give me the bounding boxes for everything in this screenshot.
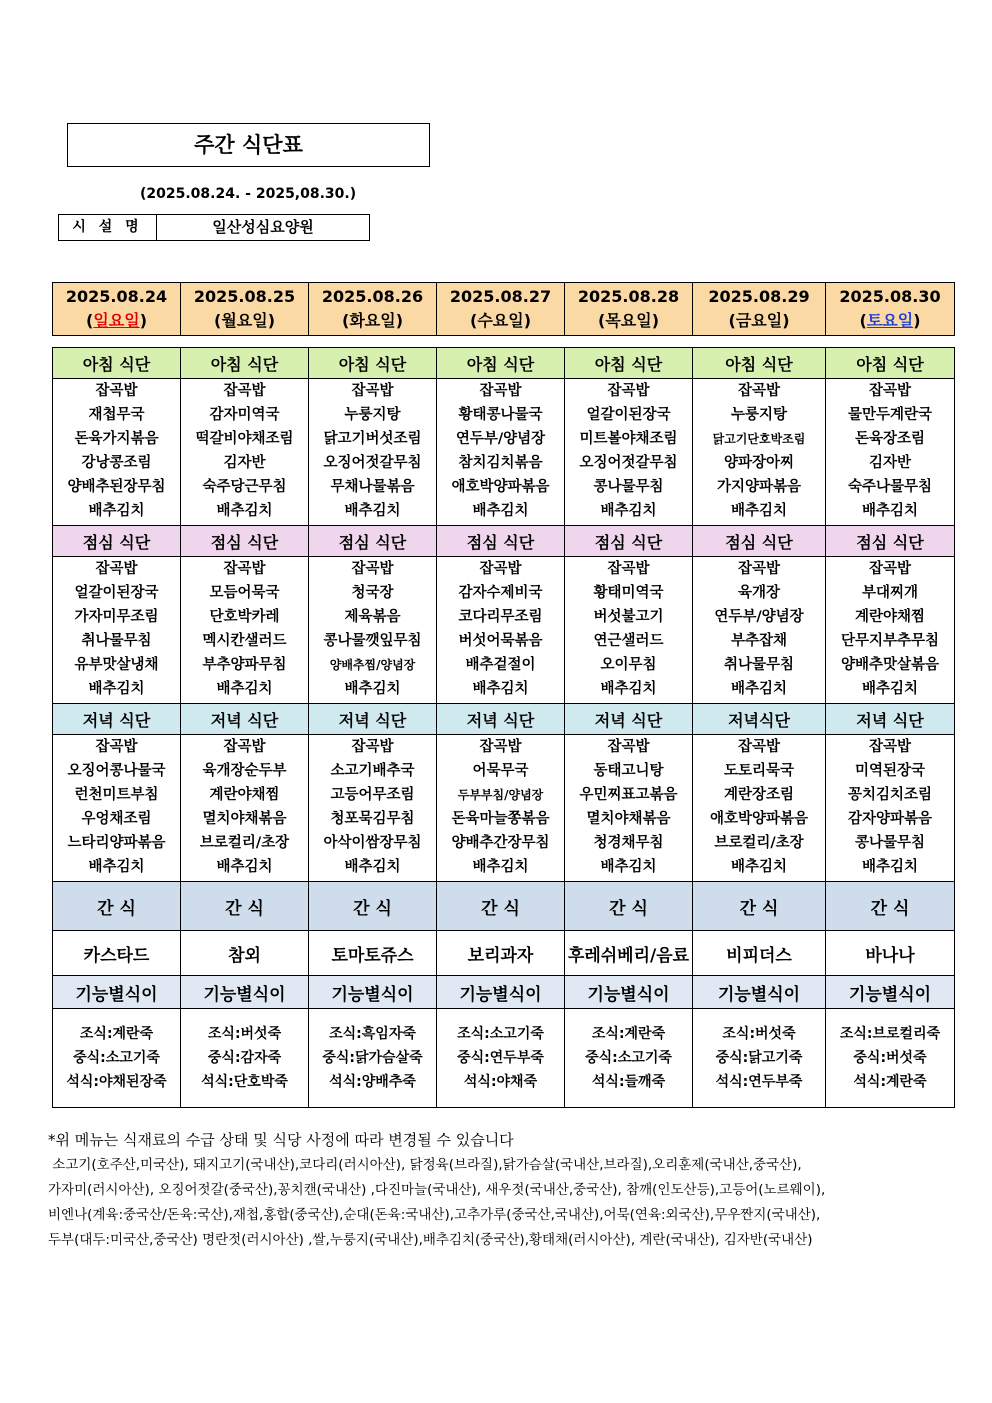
menu-item: 두부부침/양념장 (457, 788, 544, 802)
menu-item: 잡곡밥 (223, 383, 266, 399)
functional-cell (181, 1009, 309, 1108)
facility-box (58, 214, 370, 241)
menu-item: 배추김치 (730, 503, 788, 519)
menu-item: 오이무침 (600, 657, 657, 673)
menu-item: 콩나물깻잎무침 (323, 633, 422, 649)
menu-item: 배추김치 (88, 859, 145, 875)
menu-item: 배추김치 (344, 681, 401, 697)
menu-item: 잡곡밥 (737, 739, 781, 755)
date-text: 2025.08.30 (839, 287, 941, 306)
menu-item: 얼갈이된장국 (586, 407, 671, 423)
functional-item: 석식:야채죽 (463, 1074, 538, 1090)
weekday: (수요일) (470, 311, 531, 330)
snack-item: 후레쉬베리/음료 (565, 931, 693, 976)
breakfast-menu-cell (309, 379, 437, 526)
lunch-header: 점심 식단 (693, 526, 826, 557)
date-cell (437, 283, 565, 336)
menu-item: 단호박카레 (209, 609, 280, 625)
menu-item: 양배추맛살볶음 (840, 657, 940, 673)
snack-header: 간 식 (437, 882, 565, 931)
menu-item: 숙주당근무침 (202, 479, 287, 495)
lunch-menu-cell (693, 557, 826, 704)
dinner-header: 저녁 식단 (565, 704, 693, 735)
breakfast-menu-cell (53, 379, 181, 526)
functional-cell (437, 1009, 565, 1108)
functional-item: 중식:소고기죽 (585, 1050, 672, 1066)
menu-item: 돈육가지볶음 (74, 431, 159, 447)
snack-header: 간 식 (826, 882, 955, 931)
menu-item: 잡곡밥 (607, 739, 650, 755)
menu-item: 김자반 (223, 455, 266, 471)
menu-item: 브로컬리/초장 (199, 835, 290, 851)
date-table (52, 282, 955, 336)
menu-item: 오징어젓갈무침 (579, 455, 678, 471)
date-cell (826, 283, 955, 336)
menu-item: 잡곡밥 (351, 739, 394, 755)
menu-item: 잡곡밥 (607, 383, 650, 399)
menu-item: 강낭콩조림 (81, 455, 152, 471)
menu-item: 청경채무침 (593, 835, 664, 851)
menu-item: 배추김치 (730, 859, 788, 875)
facility-label: 시 설 명 (59, 215, 157, 240)
menu-item: 배추김치 (861, 859, 919, 875)
menu-item: 물만두계란국 (847, 407, 933, 423)
snack-header: 간 식 (181, 882, 309, 931)
period: (2025.08.24. - 2025,08.30.) (140, 186, 357, 202)
origin-line: 가자미(러시아산), 오징어젓갈(중국산),꽁치캔(국내산) ,다진마늘(국내산), 새우젓(국내산,중국산), 참깨(인도산등),고등어(노르웨이), (48, 1182, 826, 1198)
menu-item: 배추김치 (472, 859, 529, 875)
menu-item: 참치김치볶음 (458, 455, 543, 471)
lunch-header: 점심 식단 (309, 526, 437, 557)
menu-item: 꽁치김치조림 (847, 787, 933, 803)
dinner-header: 저녁 식단 (309, 704, 437, 735)
functional-item: 조식:버섯죽 (722, 1026, 796, 1042)
lunch-menu-cell (826, 557, 955, 704)
menu-item: 멸치야채볶음 (586, 811, 671, 827)
menu-item: 애호박양파볶음 (709, 811, 809, 827)
menu-item: 가자미무조림 (74, 609, 159, 625)
dinner-menu-cell (826, 735, 955, 882)
snack-item: 참외 (181, 931, 309, 976)
weekday-text: 수요일 (477, 311, 524, 330)
menu-item: 오징어젓갈무침 (323, 455, 422, 471)
breakfast-menu-cell (826, 379, 955, 526)
snack-header: 간 식 (309, 882, 437, 931)
menu-item: 배추김치 (344, 503, 401, 519)
menu-item: 잡곡밥 (351, 561, 394, 577)
menu-item: 얼갈이된장국 (74, 585, 159, 601)
menu-item: 무채나물볶음 (330, 479, 415, 495)
notes (48, 1128, 948, 1253)
menu-item: 콩나물무침 (854, 835, 926, 851)
menu-item: 배추김치 (216, 503, 273, 519)
menu-item: 버섯어묵볶음 (458, 633, 543, 649)
breakfast-header: 아침 식단 (826, 348, 955, 379)
lunch-header: 점심 식단 (437, 526, 565, 557)
date-cell (693, 283, 826, 336)
lunch-menu-cell (181, 557, 309, 704)
menu-item: 미역된장국 (854, 763, 926, 779)
menu-item: 계란야채찜 (854, 609, 926, 625)
menu-item: 오징어콩나물국 (67, 763, 166, 779)
dinner-menu-cell (53, 735, 181, 882)
functional-item: 중식:닭가슴살죽 (322, 1050, 423, 1066)
menu-item: 도토리묵국 (723, 763, 795, 779)
meal-table (52, 347, 955, 1108)
date-text: 2025.08.26 (321, 287, 424, 306)
date-text: 2025.08.24 (65, 287, 168, 306)
breakfast-menu-cell (181, 379, 309, 526)
menu-item: 감자미역국 (209, 407, 280, 423)
menu-item: 동태고니탕 (593, 763, 664, 779)
menu-item: 재첩무국 (88, 407, 145, 423)
menu-item: 배추김치 (861, 681, 919, 697)
menu-item: 부대찌개 (861, 585, 919, 601)
lunch-menu-cell (53, 557, 181, 704)
menu-item: 잡곡밥 (868, 739, 912, 755)
menu-item: 청국장 (351, 585, 394, 601)
breakfast-menu-cell (437, 379, 565, 526)
breakfast-menu-cell (565, 379, 693, 526)
breakfast-header: 아침 식단 (53, 348, 181, 379)
lunch-header: 점심 식단 (826, 526, 955, 557)
breakfast-header: 아침 식단 (437, 348, 565, 379)
menu-item: 계란장조림 (723, 787, 795, 803)
menu-item: 잡곡밥 (95, 561, 138, 577)
functional-item: 중식:닭고기죽 (715, 1050, 803, 1066)
dinner-header: 저녁 식단 (53, 704, 181, 735)
origin-line: 비엔나(계육:중국산/돈육:국산),재첩,홍합(중국산),순대(돈육:국내산),고추가루(중국산,국내산),어묵(연육:외국산),무우짠지(국내산), (48, 1207, 821, 1223)
menu-item: 배추김치 (600, 859, 657, 875)
snack-header: 간 식 (693, 882, 826, 931)
menu-item: 버섯불고기 (593, 609, 664, 625)
menu-item: 양배추된장무침 (67, 479, 166, 495)
menu-item: 잡곡밥 (223, 561, 266, 577)
snack-item: 보리과자 (437, 931, 565, 976)
functional-item: 중식:버섯죽 (853, 1050, 927, 1066)
menu-item: 양파장아찌 (723, 455, 795, 471)
functional-header: 기능별식이 (309, 976, 437, 1009)
menu-item: 배추김치 (861, 503, 919, 519)
date-cell (565, 283, 693, 336)
menu-item: 배추김치 (216, 859, 273, 875)
menu-item: 단무지부추무침 (840, 633, 940, 649)
dinner-header: 저녁식단 (693, 704, 826, 735)
functional-cell (565, 1009, 693, 1108)
menu-item: 잡곡밥 (868, 561, 912, 577)
menu-item: 닭고기버섯조림 (323, 431, 422, 447)
snack-item: 비피더스 (693, 931, 826, 976)
menu-item: 고등어무조림 (330, 787, 415, 803)
lunch-header: 점심 식단 (181, 526, 309, 557)
menu-item: 배추김치 (600, 503, 657, 519)
menu-item: 취나물무침 (723, 657, 795, 673)
origin-line: 두부(대두:미국산,중국산) 명란젓(러시아산) ,쌀,누룽지(국내산),배추김치(중국산),황태채(러시아산), 계란(국내산), 김자반(국내산) (48, 1232, 813, 1248)
menu-item: 어묵무국 (472, 763, 529, 779)
menu-item: 배추김치 (472, 681, 529, 697)
functional-header: 기능별식이 (565, 976, 693, 1009)
functional-header: 기능별식이 (181, 976, 309, 1009)
origin-line: 소고기(호주산,미국산), 돼지고기(국내산),코다리(러시아산), 닭정육(브라질),닭가슴살(국내산,브라질),오리훈제(국내산,중국산), (48, 1157, 802, 1173)
date-text: 2025.08.28 (577, 287, 680, 306)
functional-item: 석식:들깨죽 (591, 1074, 666, 1090)
menu-item: 느타리양파볶음 (67, 835, 166, 851)
date-text: 2025.08.25 (193, 287, 296, 306)
weekday: (일요일) (86, 311, 147, 330)
functional-item: 조식:버섯죽 (207, 1026, 282, 1042)
snack-item: 바나나 (826, 931, 955, 976)
menu-item: 부추양파무침 (202, 657, 287, 673)
weekday-text: 목요일 (605, 311, 652, 330)
menu-item: 유부맛살냉채 (74, 657, 159, 673)
lunch-header: 점심 식단 (565, 526, 693, 557)
facility-name: 일산성심요양원 (212, 218, 314, 236)
menu-item: 잡곡밥 (95, 739, 138, 755)
breakfast-menu-cell (693, 379, 826, 526)
functional-item: 석식:계란죽 (853, 1074, 927, 1090)
menu-item: 육개장순두부 (202, 763, 287, 779)
functional-item: 석식:야채된장죽 (66, 1074, 167, 1090)
menu-item: 우민찌표고볶음 (579, 787, 678, 803)
menu-item: 부추잡채 (730, 633, 788, 649)
menu-item: 돈육장조림 (854, 431, 926, 447)
menu-item: 배추김치 (88, 503, 145, 519)
breakfast-header: 아침 식단 (693, 348, 826, 379)
menu-item: 모듬어묵국 (209, 585, 280, 601)
functional-cell (693, 1009, 826, 1108)
menu-item: 배추김치 (344, 859, 401, 875)
menu-item: 누룽지탕 (730, 407, 788, 423)
menu-item: 김자반 (868, 455, 912, 471)
dinner-menu-cell (309, 735, 437, 882)
snack-header: 간 식 (565, 882, 693, 931)
menu-item: 감자양파볶음 (847, 811, 933, 827)
snack-item: 토마토쥬스 (309, 931, 437, 976)
dinner-menu-cell (565, 735, 693, 882)
menu-item: 계란야채찜 (209, 787, 280, 803)
menu-item: 런천미트부침 (74, 787, 159, 803)
lunch-menu-cell (565, 557, 693, 704)
weekday-text: 일요일 (93, 311, 140, 330)
functional-cell (826, 1009, 955, 1108)
menu-item: 배추김치 (216, 681, 273, 697)
date-text: 2025.08.29 (708, 287, 810, 306)
functional-item: 조식:브로컬리죽 (839, 1026, 941, 1042)
menu-item: 우엉채조림 (81, 811, 152, 827)
breakfast-header: 아침 식단 (309, 348, 437, 379)
menu-item: 청포묵김무침 (330, 811, 415, 827)
weekday-text: 월요일 (221, 311, 268, 330)
menu-item: 잡곡밥 (479, 739, 522, 755)
functional-item: 조식:흑임자죽 (329, 1026, 416, 1042)
functional-item: 석식:양배추죽 (329, 1074, 416, 1090)
date-cell (181, 283, 309, 336)
menu-item: 가지양파볶음 (716, 479, 802, 495)
menu-item: 취나물무침 (81, 633, 152, 649)
weekday: (화요일) (342, 311, 403, 330)
date-cell (309, 283, 437, 336)
menu-item: 소고기배추국 (330, 763, 415, 779)
menu-item: 미트볼야채조림 (579, 431, 678, 447)
menu-item: 멕시칸샐러드 (202, 633, 287, 649)
weekday-text: 금요일 (735, 311, 783, 330)
menu-item: 양배추간장무침 (451, 835, 550, 851)
lunch-menu-cell (437, 557, 565, 704)
dinner-menu-cell (181, 735, 309, 882)
menu-item: 멸치야채볶음 (202, 811, 287, 827)
weekday-text: 토요일 (866, 311, 914, 330)
dinner-header: 저녁 식단 (181, 704, 309, 735)
weekday: (금요일) (728, 311, 790, 330)
functional-item: 조식:계란죽 (591, 1026, 666, 1042)
menu-item: 배추김치 (730, 681, 788, 697)
functional-item: 중식:소고기죽 (73, 1050, 160, 1066)
functional-item: 조식:계란죽 (79, 1026, 154, 1042)
menu-item: 연근샐러드 (593, 633, 664, 649)
lunch-menu-cell (309, 557, 437, 704)
functional-item: 중식:감자죽 (207, 1050, 282, 1066)
weekday-text: 화요일 (349, 311, 396, 330)
menu-item: 황태미역국 (593, 585, 664, 601)
functional-item: 중식:연두부죽 (457, 1050, 544, 1066)
menu-item: 배추겉절이 (465, 657, 536, 673)
menu-item: 황태콩나물국 (458, 407, 543, 423)
page-title: 주간 식단표 (67, 123, 430, 167)
menu-item: 제육볶음 (344, 609, 401, 625)
menu-item: 잡곡밥 (607, 561, 650, 577)
functional-item: 석식:연두부죽 (715, 1074, 803, 1090)
weekday: (목요일) (598, 311, 659, 330)
dinner-header: 저녁 식단 (826, 704, 955, 735)
menu-item: 떡갈비야채조림 (195, 431, 294, 447)
menu-item: 돈육마늘쫑볶음 (451, 811, 550, 827)
date-text: 2025.08.27 (449, 287, 552, 306)
snack-item: 카스타드 (53, 931, 181, 976)
dinner-header: 저녁 식단 (437, 704, 565, 735)
menu-item: 연두부/양념장 (714, 609, 804, 625)
weekday: (토요일) (859, 311, 921, 330)
menu-item: 닭고기단호박조림 (712, 432, 806, 446)
functional-cell (309, 1009, 437, 1108)
dinner-menu-cell (693, 735, 826, 882)
menu-item: 잡곡밥 (737, 561, 781, 577)
dinner-menu-cell (437, 735, 565, 882)
menu-item: 잡곡밥 (868, 383, 912, 399)
menu-item: 잡곡밥 (479, 383, 522, 399)
menu-item: 잡곡밥 (223, 739, 266, 755)
lunch-header: 점심 식단 (53, 526, 181, 557)
breakfast-header: 아침 식단 (181, 348, 309, 379)
menu-item: 배추김치 (600, 681, 657, 697)
menu-item: 배추김치 (472, 503, 529, 519)
functional-header: 기능별식이 (437, 976, 565, 1009)
menu-item: 육개장 (737, 585, 781, 601)
menu-item: 감자수제비국 (458, 585, 543, 601)
menu-item: 애호박양파볶음 (451, 479, 550, 495)
menu-item: 잡곡밥 (95, 383, 138, 399)
functional-header: 기능별식이 (826, 976, 955, 1009)
breakfast-header: 아침 식단 (565, 348, 693, 379)
functional-cell (53, 1009, 181, 1108)
menu-item: 코다리무조림 (458, 609, 543, 625)
functional-header: 기능별식이 (693, 976, 826, 1009)
menu-item: 콩나물무침 (593, 479, 664, 495)
functional-item: 석식:단호박죽 (201, 1074, 288, 1090)
menu-item: 잡곡밥 (737, 383, 781, 399)
menu-item: 브로컬리/초장 (714, 835, 804, 851)
notice-head: *위 메뉴는 식재료의 수급 상태 및 식당 사정에 따라 변경될 수 있습니다 (48, 1131, 514, 1149)
menu-item: 잡곡밥 (351, 383, 394, 399)
menu-item: 연두부/양념장 (455, 431, 546, 447)
menu-item: 잡곡밥 (479, 561, 522, 577)
functional-header: 기능별식이 (53, 976, 181, 1009)
menu-item: 숙주나물무침 (847, 479, 933, 495)
weekday: (월요일) (214, 311, 275, 330)
menu-item: 배추김치 (88, 681, 145, 697)
menu-item: 누룽지탕 (344, 407, 401, 423)
menu-item: 아삭이쌈장무침 (323, 835, 422, 851)
snack-header: 간 식 (53, 882, 181, 931)
date-cell (53, 283, 181, 336)
functional-item: 조식:소고기죽 (457, 1026, 544, 1042)
menu-item: 양배추찜/양념장 (329, 658, 416, 672)
